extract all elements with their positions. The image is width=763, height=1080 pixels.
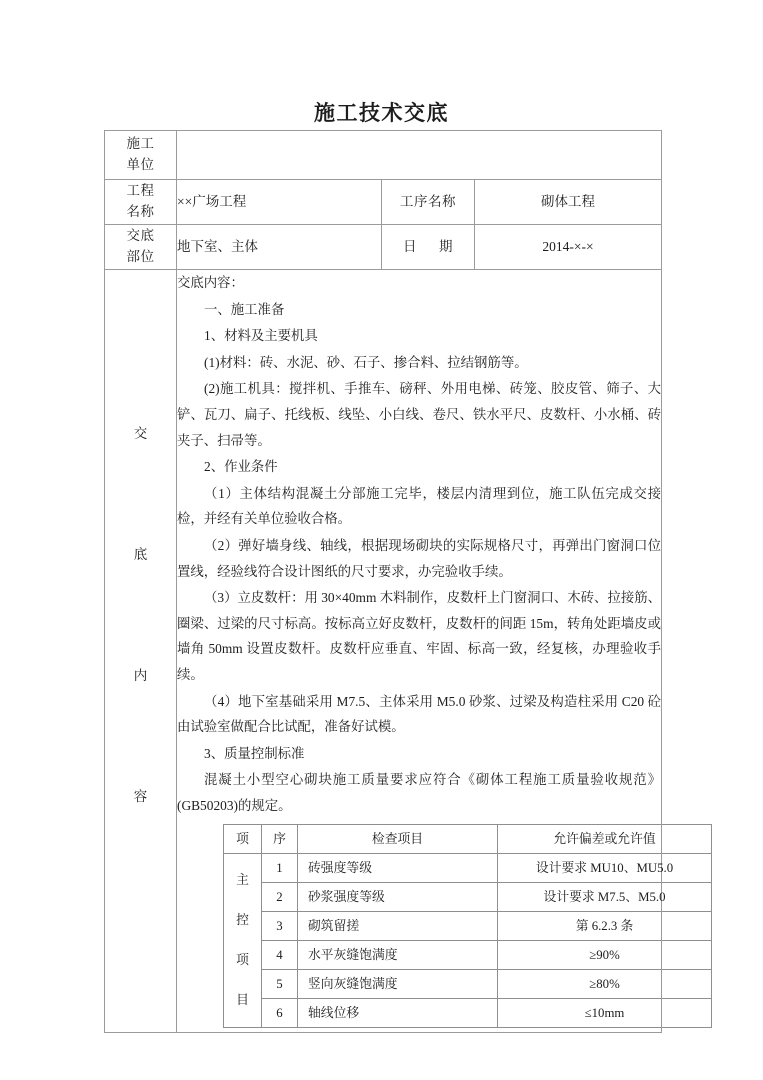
group-label-char-1: 主 <box>236 873 249 888</box>
side-label-char-4: 容 <box>133 789 148 805</box>
label-line-1: 交底 <box>126 228 155 244</box>
paragraph-work-condition-3: （3）立皮数杆：用 30×40mm 木料制作，皮数杆上门窗洞口、木砖、拉接筋、圈梁、过梁的尺寸标高。按标高立好皮数杆，皮数杆的间距 15m，转角处距墙皮或墙角 50mm 设置皮数杆。皮数杆应垂直、牢固、标高一致，经复核，办理验收手续。 <box>177 590 662 682</box>
label-date <box>382 225 475 270</box>
section-1-title: 一、施工准备 <box>204 301 285 317</box>
quality-cell-seq: 3 <box>262 912 298 941</box>
content-intro: 交底内容： <box>177 275 244 290</box>
table-row-project-name <box>105 180 662 225</box>
table-row <box>224 854 712 883</box>
page-title: 施工技术交底 <box>314 102 449 125</box>
side-label-char-1: 交 <box>133 426 148 442</box>
quality-cell-seq: 2 <box>262 883 298 912</box>
label-date-char-2: 期 <box>439 238 453 254</box>
quality-cell-item: 竖向灰缝饱满度 <box>298 970 498 999</box>
quality-table-wrapper <box>177 819 674 1032</box>
value-process-name[interactable]: 砌体工程 <box>475 180 662 225</box>
group-label-char-2: 控 <box>236 913 249 928</box>
label-process-name: 工序名称 <box>382 180 475 225</box>
group-label-char-3: 项 <box>236 953 249 968</box>
label-line-2: 名称 <box>126 204 155 219</box>
label-disclosure-location <box>105 225 177 270</box>
quality-header-category: 项 <box>224 825 262 854</box>
label-line-2: 部位 <box>126 249 155 264</box>
quality-header-inspection-item: 检查项目 <box>298 825 498 854</box>
paragraph-work-condition-2: （2）弹好墙身线、轴线，根据现场砌块的实际规格尺寸，再弹出门窗洞口位置线，经验线符合设计图纸的尺寸要求，办完验收手续。 <box>177 537 662 579</box>
quality-cell-item: 水平灰缝饱满度 <box>298 941 498 970</box>
quality-cell-value: 设计要求 M7.5、M5.0 <box>498 883 712 912</box>
quality-table-header-row <box>224 825 712 854</box>
disclosure-content-body <box>177 270 674 1033</box>
paragraph-work-condition-1: （1）主体结构混凝土分部施工完毕，楼层内清理到位，施工队伍完成交接检，并经有关单位验收合格。 <box>177 485 662 527</box>
quality-cell-seq: 4 <box>262 941 298 970</box>
side-label-char-3: 内 <box>133 668 148 684</box>
side-label-disclosure-content <box>105 270 177 1033</box>
table-row-construction-unit <box>105 131 662 180</box>
table-row <box>224 883 712 912</box>
paragraph-machinery: (2)施工机具：搅拌机、手推车、磅秤、外用电梯、砖笼、胶皮管、筛子、大铲、瓦刀、扁子、托线板、线坠、小白线、卷尺、铁水平尺、皮数杆、小水桶、砖夹子、扫帚等。 <box>177 381 662 448</box>
quality-control-table <box>223 824 712 1028</box>
table-row <box>224 970 712 999</box>
table-row <box>224 912 712 941</box>
value-project-name[interactable]: ××广场工程 <box>177 180 382 225</box>
side-label-char-2: 底 <box>133 547 148 563</box>
table-row-disclosure-location <box>105 225 662 270</box>
quality-cell-item: 轴线位移 <box>298 999 498 1028</box>
value-construction-unit[interactable] <box>177 131 662 180</box>
label-construction-unit <box>105 131 177 180</box>
label-line-1: 工程 <box>126 183 155 199</box>
value-date[interactable]: 2014-×-× <box>475 225 662 270</box>
table-row-disclosure-content <box>105 270 662 1033</box>
quality-cell-value: 第 6.2.3 条 <box>498 912 712 941</box>
quality-cell-item: 砖强度等级 <box>298 854 498 883</box>
quality-header-tolerance: 允许偏差或允许值 <box>498 825 712 854</box>
quality-cell-seq: 5 <box>262 970 298 999</box>
quality-cell-value: ≥80% <box>498 970 712 999</box>
quality-cell-value: ≤10mm <box>498 999 712 1028</box>
subsection-1-3-title: 3、质量控制标准 <box>204 745 305 761</box>
quality-group-label-main-control <box>224 854 262 1028</box>
quality-cell-item: 砌筑留搓 <box>298 912 498 941</box>
quality-cell-seq: 6 <box>262 999 298 1028</box>
label-project-name <box>105 180 177 225</box>
paragraph-quality-standard: 混凝土小型空心砌块施工质量要求应符合《砌体工程施工质量验收规范》(GB50203)的规定。 <box>177 772 662 813</box>
table-row <box>224 941 712 970</box>
table-row <box>224 999 712 1028</box>
quality-cell-item: 砂浆强度等级 <box>298 883 498 912</box>
subsection-1-1-title: 1、材料及主要机具 <box>204 328 318 344</box>
quality-header-seq: 序 <box>262 825 298 854</box>
paragraph-work-condition-4: （4）地下室基础采用 M7.5、主体采用 M5.0 砂浆、过梁及构造柱采用 C20 砼由试验室做配合比试配，准备好试模。 <box>177 693 662 735</box>
quality-cell-seq: 1 <box>262 854 298 883</box>
technical-disclosure-table <box>104 130 674 1033</box>
quality-cell-value: ≥90% <box>498 941 712 970</box>
label-line-2: 单位 <box>126 157 155 172</box>
label-date-char-1: 日 <box>403 238 417 254</box>
subsection-1-2-title: 2、作业条件 <box>204 459 278 475</box>
group-label-char-4: 目 <box>236 993 249 1008</box>
value-disclosure-location[interactable]: 地下室、主体 <box>177 225 382 270</box>
paragraph-materials: (1)材料：砖、水泥、砂、石子、掺合料、拉结钢筋等。 <box>204 354 528 370</box>
label-line-1: 施工 <box>126 136 155 152</box>
quality-cell-value: 设计要求 MU10、MU5.0 <box>498 854 712 883</box>
